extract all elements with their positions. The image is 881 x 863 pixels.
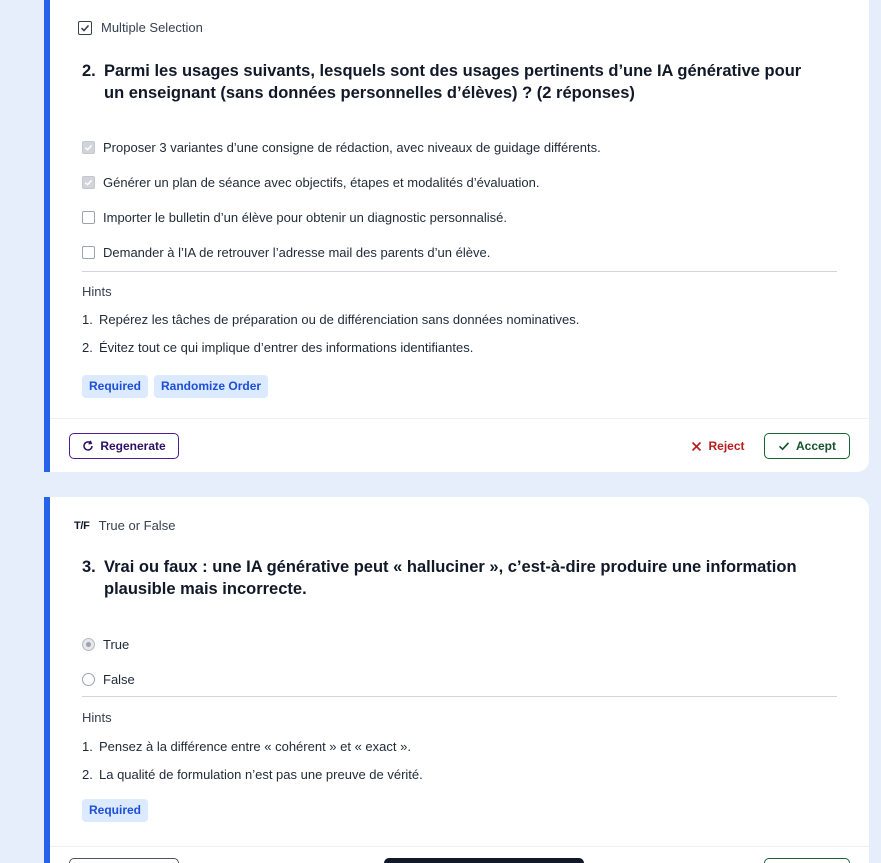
tag-list: [82, 799, 148, 822]
randomize-order-tag: Randomize Order: [154, 375, 268, 398]
question-number: 2.: [82, 62, 96, 80]
question-type-label: True or False: [98, 518, 176, 533]
answer-option[interactable]: [82, 130, 601, 165]
reject-label: Reject: [708, 439, 745, 453]
answer-option-label: Importer le bulletin d’un élève pour obtenir un diagnostic personnalisé.: [103, 210, 507, 225]
radio-unselected-icon[interactable]: [82, 673, 95, 686]
question-title: [82, 556, 822, 600]
checkbox-checked-icon[interactable]: [82, 141, 95, 154]
hint-item: [82, 340, 579, 368]
accept-button[interactable]: [764, 433, 850, 459]
answer-options: [82, 627, 135, 697]
radio-selected-icon[interactable]: [82, 638, 95, 651]
accept-button[interactable]: [764, 858, 850, 863]
checkbox-unchecked-icon[interactable]: [82, 211, 95, 224]
question-text: Parmi les usages suivants, lesquels sont des usages pertinents d’une IA générative pour un enseignant (sans données personnelles d’élèves) ? (2 réponses): [104, 62, 802, 102]
answer-options: [82, 130, 601, 270]
answer-option-label: Proposer 3 variantes d’une consigne de rédaction, avec niveaux de guidage différents.: [103, 140, 601, 155]
question-text: Vrai ou faux : une IA générative peut « halluciner », c’est-à-dire produire une information plausible mais incorrecte.: [104, 558, 797, 598]
answer-option-false[interactable]: [82, 662, 135, 697]
checkbox-checked-icon[interactable]: [82, 176, 95, 189]
hint-item: [82, 739, 423, 767]
question-number: 3.: [82, 558, 96, 576]
footer-divider: [50, 418, 869, 419]
refresh-icon: [82, 440, 94, 452]
checkbox-unchecked-icon[interactable]: [82, 246, 95, 259]
hint-text: Pensez à la différence entre « cohérent » et « exact ».: [99, 739, 411, 754]
question-card-3: [44, 497, 869, 863]
hint-number: 2.: [82, 340, 93, 355]
hint-number: 1.: [82, 312, 93, 327]
question-type-row: [74, 518, 176, 533]
regenerate-button[interactable]: [69, 433, 179, 459]
hints-list: [82, 739, 423, 795]
true-false-icon: T/F: [74, 519, 90, 532]
hint-text: La qualité de formulation n’est pas une preuve de vérité.: [99, 767, 423, 782]
hints-list: [82, 312, 579, 368]
answer-option-true[interactable]: [82, 627, 135, 662]
check-icon: [778, 440, 790, 452]
checkbox-icon: [78, 21, 92, 35]
hint-text: Repérez les tâches de préparation ou de différenciation sans données nominatives.: [99, 312, 580, 327]
required-tag: Required: [82, 375, 148, 398]
hints-heading: Hints: [82, 710, 112, 725]
question-type-label: Multiple Selection: [101, 20, 203, 35]
hints-heading: Hints: [82, 284, 112, 299]
hint-item: [82, 312, 579, 340]
close-icon: [691, 441, 702, 452]
question-title: [82, 60, 822, 104]
divider: [82, 696, 837, 697]
accept-label: Accept: [795, 439, 836, 453]
divider: [82, 271, 837, 272]
regenerate-button[interactable]: [69, 858, 179, 863]
answer-option-label: Demander à l’IA de retrouver l’adresse mail des parents d’un élève.: [103, 245, 491, 260]
footer-divider: [50, 846, 869, 847]
hint-number: 1.: [82, 739, 93, 754]
action-button[interactable]: [384, 858, 584, 863]
reject-button[interactable]: [688, 433, 748, 459]
hint-item: [82, 767, 423, 795]
question-card-2: [44, 0, 869, 472]
question-type-row: [78, 20, 203, 35]
answer-option-label: False: [103, 672, 135, 687]
hint-number: 2.: [82, 767, 93, 782]
regenerate-label: Regenerate: [100, 439, 166, 453]
required-tag: Required: [82, 799, 148, 822]
answer-option-label: True: [103, 637, 130, 652]
answer-option-label: Générer un plan de séance avec objectifs, étapes et modalités d’évaluation.: [103, 175, 540, 190]
hint-text: Évitez tout ce qui implique d’entrer des informations identifiantes.: [99, 340, 474, 355]
answer-option[interactable]: [82, 200, 601, 235]
tag-list: [82, 375, 268, 398]
answer-option[interactable]: [82, 235, 601, 270]
answer-option[interactable]: [82, 165, 601, 200]
